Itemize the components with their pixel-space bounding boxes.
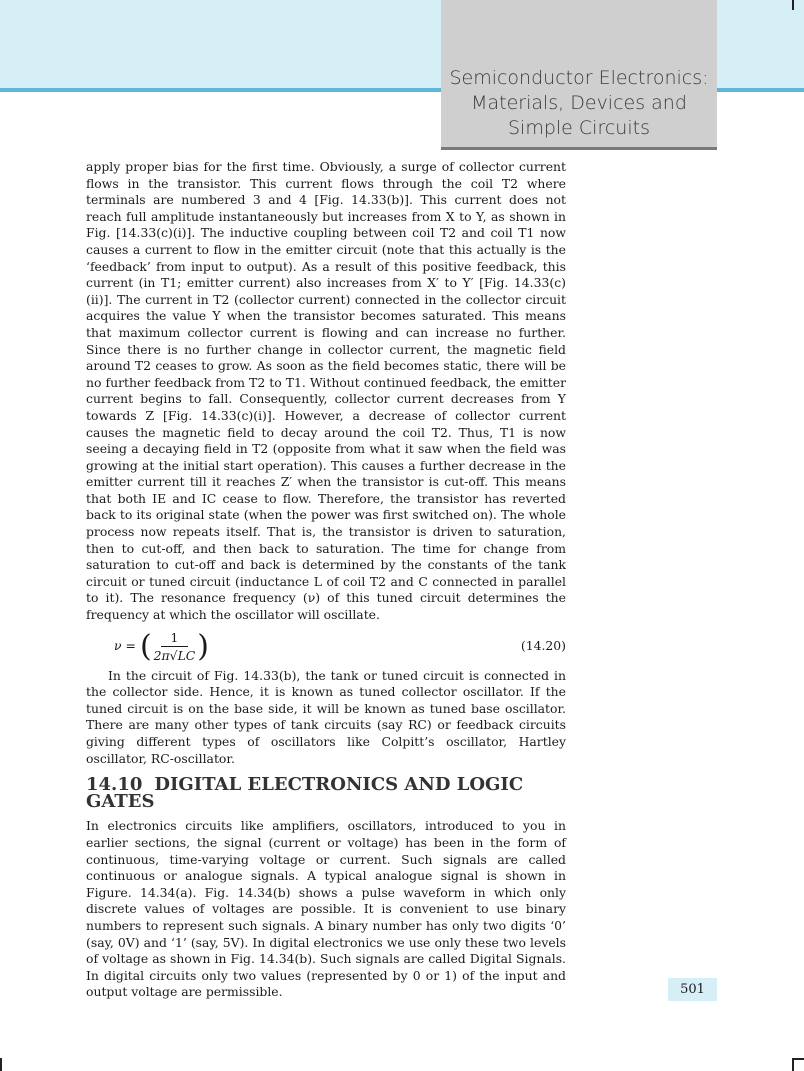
equation-fraction (154, 629, 196, 664)
equation-expression (86, 629, 209, 664)
left-paren: ( (139, 628, 152, 664)
section-number: 14.10 (86, 774, 143, 796)
crop-mark-bottom-right-h (792, 1058, 804, 1060)
section-heading (86, 774, 566, 812)
section-title: DIGITAL ELECTRONICS AND LOGIC GATES (86, 774, 524, 812)
equation-number: (14.20) (520, 638, 566, 654)
crop-mark-top-right (792, 0, 794, 10)
equation-lhs: ν (114, 638, 122, 654)
equation-numerator: 1 (161, 629, 189, 647)
page-number: 501 (668, 978, 717, 1001)
equation-14-20 (86, 626, 566, 668)
chapter-title-box (441, 0, 717, 150)
equation-equals: = (125, 638, 136, 654)
crop-mark-bottom-left (0, 1058, 2, 1071)
paragraph-2: In the circuit of Fig. 14.33(b), the tank or tuned circuit is connected in the collector side. Hence, it is known as tuned collector oscillator. If the tuned circuit is on the base side, it will be known as tuned base oscillator. There are many other types of tank circuits (say RC) or feedback circuits giving different types of oscillators like Colpitt’s oscillator, Hartley oscillator, RC-oscillator. (86, 667, 566, 766)
chapter-title: Semiconductor Electronics: Materials, Devices and Simple Circuits (449, 67, 709, 139)
equation-denominator: 2π√LC (153, 648, 196, 664)
paragraph-1: apply proper bias for the first time. Obviously, a surge of collector current flows in the transistor. This current flows through the coil T2 where terminals are numbered 3 and 4 [Fig. 14.33(b)]. This current does not reach full amplitude instantaneously but increases from X to Y, as shown in Fig. [14.33(c)(i)]. The inductive coupling between coil T2 and coil T1 now causes a current to flow in the emitter circuit (note that this actually is the ‘feedback’ from input to output). As a result of this positive feedback, this current (in T1; emitter current) also increases from X′ to Y′ [Fig. 14.33(c)(ii)]. The current in T2 (collector current) connected in the collector circuit acquires the value Y when the transistor becomes saturated. This means that maximum collector current is flowing and can increase no further. Since there is no further change in collector current, the magnetic field around T2 ceases to grow. As soon as the field becomes static, there will be no further feedback from T2 to T1. Without continued feedback, the emitter current begins to fall. Consequently, collector current decreases from Y towards Z [Fig. 14.33(c)(i)]. However, a decrease of collector current causes the magnetic field to decay around the coil T2. Thus, T1 is now seeing a decaying field in T2 (opposite from what it saw when the field was growing at the initial start operation). This causes a further decrease in the emitter current till it reaches Z′ when the transistor is cut-off. This means that both IE and IC cease to flow. Therefore, the transistor has reverted back to its original state (when the power was first switched on). The whole process now repeats itself. That is, the transistor is driven to saturation, then to cut-off, and then back to saturation. The time for change from saturation to cut-off and back is determined by the constants of the tank circuit or tuned circuit (inductance L of coil T2 and C connected in parallel to it). The resonance frequency (ν) of this tuned circuit determines the frequency at which the oscillator will oscillate. (86, 159, 566, 623)
page-content (86, 159, 566, 1001)
right-paren: ) (197, 628, 210, 664)
paragraph-3: In electronics circuits like amplifiers, oscillators, introduced to you in earlier sections, the signal (current or voltage) has been in the form of continuous, time-varying voltage or current. Such signals are called continuous or analogue signals. A typical analogue signal is shown in Figure. 14.34(a). Fig. 14.34(b) shows a pulse waveform in which only discrete values of voltages are possible. It is convenient to use binary numbers to represent such signals. A binary number has only two digits ‘0’ (say, 0V) and ‘1’ (say, 5V). In digital electronics we use only these two levels of voltage as shown in Fig. 14.34(b). Such signals are called Digital Signals. In digital circuits only two values (represented by 0 or 1) of the input and output voltage are permissible. (86, 818, 566, 1000)
